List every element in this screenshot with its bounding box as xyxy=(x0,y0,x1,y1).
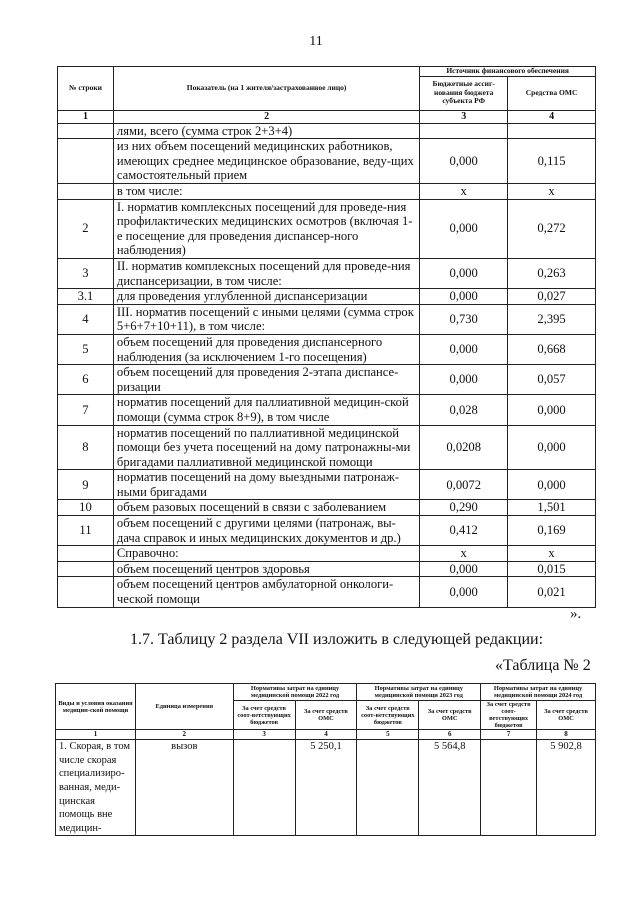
indicator-label: в том числе: xyxy=(113,184,419,200)
indicator-label: объем посещений центров амбулаторной онкологи-ческой помощи xyxy=(113,577,419,607)
column-number: 3 xyxy=(233,730,295,740)
page-number: 11 xyxy=(309,34,323,49)
paragraph-heading: 1.7. Таблицу 2 раздела VII изложить в следующей редакции: xyxy=(130,631,544,648)
header-budget-2023: За счет средств соот-ветствующих бюджетов xyxy=(357,701,419,730)
oms-value: 0,000 xyxy=(508,395,596,425)
column-number: 1 xyxy=(58,110,114,123)
table-row xyxy=(58,123,596,139)
header-year-2023: Нормативы затрат на единицу медицинской помощи 2023 год xyxy=(357,684,481,701)
header-unit: Единица измерения xyxy=(135,684,233,730)
column-number: 4 xyxy=(508,110,596,123)
table-row xyxy=(58,425,596,470)
oms-value: 0,272 xyxy=(508,199,596,258)
row-number: 6 xyxy=(58,365,114,395)
table-row xyxy=(58,546,596,562)
header-budget-2022: За счет средств соот-ветствующих бюджетов xyxy=(233,701,295,730)
oms-value xyxy=(508,123,596,139)
table-body xyxy=(58,123,596,607)
row-number xyxy=(58,561,114,577)
row-number: 3.1 xyxy=(58,289,114,305)
column-number: 5 xyxy=(357,730,419,740)
header-budget: Бюджетные ассиг-нования бюджета субъекта РФ xyxy=(420,76,508,110)
column-number: 3 xyxy=(420,110,508,123)
row-number xyxy=(58,123,114,139)
row-number: 9 xyxy=(58,470,114,500)
row-number: 11 xyxy=(58,516,114,546)
indicator-label: норматив посещений на дому выездными патронаж-ными бригадами xyxy=(113,470,419,500)
table-row xyxy=(58,470,596,500)
header-oms-2024: За счет средств ОМС xyxy=(537,701,596,730)
row-number: 8 xyxy=(58,425,114,470)
header-oms-2023: За счет средств ОМС xyxy=(419,701,481,730)
budget-value: х xyxy=(420,546,508,562)
indicator-label: I. норматив комплексных посещений для проведе-ния профилактических медицинских осмотров (включая 1-е посещение для проведения диспансер-ного наблюдения) xyxy=(113,199,419,258)
column-number: 2 xyxy=(135,730,233,740)
indicator-label: Справочно: xyxy=(113,546,419,562)
row-number xyxy=(58,546,114,562)
oms-value: 0,000 xyxy=(508,425,596,470)
table-row xyxy=(58,334,596,364)
row-number: 2 xyxy=(58,199,114,258)
indicator-label: объем разовых посещений в связи с заболеванием xyxy=(113,500,419,516)
header-oms-2022: За счет средств ОМС xyxy=(295,701,357,730)
oms-value: 0,027 xyxy=(508,289,596,305)
oms-value: 0,115 xyxy=(508,139,596,184)
budget-cost xyxy=(357,740,419,836)
oms-value: 0,015 xyxy=(508,561,596,577)
table-row xyxy=(58,139,596,184)
header-year-2022: Нормативы затрат на единицу медицинской помощи 2022 год xyxy=(233,684,357,701)
header-source: Источник финансового обеспечения xyxy=(420,67,596,77)
cost-norms-table xyxy=(55,683,596,836)
indicator-label: из них объем посещений медицинских работников, имеющих среднее медицинское образование, веду-щих самостоятельный прием xyxy=(113,139,419,184)
table-body xyxy=(56,740,596,836)
indicator-label: объем посещений для проведения 2-этапа диспансе-ризации xyxy=(113,365,419,395)
indicator-label: норматив посещений по паллиативной медицинской помощи без учета посещений на дому патронажны-ми бригадами паллиативной медицинской помощи xyxy=(113,425,419,470)
column-number: 7 xyxy=(481,730,537,740)
indicator-label: объем посещений центров здоровья xyxy=(113,561,419,577)
oms-value: 0,021 xyxy=(508,577,596,607)
budget-value: 0,412 xyxy=(420,516,508,546)
table-row xyxy=(58,365,596,395)
indicator-label: объем посещений для проведения диспансерного наблюдения (за исключением 1-го посещения) xyxy=(113,334,419,364)
oms-value: 0,057 xyxy=(508,365,596,395)
row-number: 3 xyxy=(58,258,114,288)
budget-value: 0,000 xyxy=(420,577,508,607)
oms-value: 0,263 xyxy=(508,258,596,288)
budget-value: 0,000 xyxy=(420,365,508,395)
budget-value: 0,000 xyxy=(420,334,508,364)
indicator-label: II. норматив комплексных посещений для проведе-ния диспансеризации, в том числе: xyxy=(113,258,419,288)
table-row xyxy=(58,258,596,288)
column-number: 4 xyxy=(295,730,357,740)
indicator-label: лями, всего (сумма строк 2+3+4) xyxy=(113,123,419,139)
oms-cost: 5 250,1 xyxy=(295,740,357,836)
table-row xyxy=(58,500,596,516)
budget-value: 0,000 xyxy=(420,139,508,184)
row-number xyxy=(58,577,114,607)
oms-value: х xyxy=(508,184,596,200)
row-number: 10 xyxy=(58,500,114,516)
quote-end: ». xyxy=(570,606,582,622)
table-row xyxy=(58,304,596,334)
unit-of-measure: вызов xyxy=(135,740,233,836)
oms-value: 1,501 xyxy=(508,500,596,516)
table-row xyxy=(58,184,596,200)
row-number xyxy=(58,139,114,184)
budget-cost xyxy=(233,740,295,836)
oms-cost: 5 902,8 xyxy=(537,740,596,836)
header-budget-2024: За счет средств соот-ветствующих бюджетов xyxy=(481,701,537,730)
row-number: 5 xyxy=(58,334,114,364)
row-number: 4 xyxy=(58,304,114,334)
table-row xyxy=(58,395,596,425)
budget-value: 0,0208 xyxy=(420,425,508,470)
column-number: 1 xyxy=(56,730,136,740)
column-numbers-row xyxy=(56,730,596,740)
row-number xyxy=(58,184,114,200)
budget-value: 0,000 xyxy=(420,258,508,288)
oms-value: 2,395 xyxy=(508,304,596,334)
indicator-label: норматив посещений для паллиативной медицин-ской помощи (сумма строк 8+9), в том числе xyxy=(113,395,419,425)
header-indicator: Показатель (на 1 жителя/застрахованное лицо) xyxy=(113,67,419,111)
table-row xyxy=(58,561,596,577)
care-kind: 1. Скорая, в том числе скорая специализиро-ванная, меди-цинская помощь вне медицин- xyxy=(56,740,136,836)
column-number: 8 xyxy=(537,730,596,740)
budget-cost xyxy=(481,740,537,836)
table-row xyxy=(56,740,596,836)
financing-table xyxy=(57,66,596,608)
header-oms: Средства ОМС xyxy=(508,76,596,110)
table-row xyxy=(58,516,596,546)
oms-value: 0,000 xyxy=(508,470,596,500)
indicator-label: объем посещений с другими целями (патронаж, вы-дача справок и иных медицинских документов и др.) xyxy=(113,516,419,546)
column-numbers-row xyxy=(58,110,596,123)
row-number: 7 xyxy=(58,395,114,425)
table-title: «Таблица № 2 xyxy=(495,657,591,674)
header-kind: Виды и условия оказания медицин-ской помощи xyxy=(56,684,136,730)
header-year-2024: Нормативы затрат на единицу медицинской помощи 2024 год xyxy=(481,684,596,701)
budget-value: 0,000 xyxy=(420,199,508,258)
column-number: 6 xyxy=(419,730,481,740)
budget-value xyxy=(420,123,508,139)
oms-value: х xyxy=(508,546,596,562)
oms-cost: 5 564,8 xyxy=(419,740,481,836)
indicator-label: III. норматив посещений с иными целями (сумма строк 5+6+7+10+11), в том числе: xyxy=(113,304,419,334)
table-row xyxy=(58,577,596,607)
budget-value: 0,028 xyxy=(420,395,508,425)
budget-value: 0,290 xyxy=(420,500,508,516)
oms-value: 0,668 xyxy=(508,334,596,364)
header-row-number: № строки xyxy=(58,67,114,111)
column-number: 2 xyxy=(113,110,419,123)
budget-value: 0,000 xyxy=(420,289,508,305)
budget-value: х xyxy=(420,184,508,200)
table-row xyxy=(58,199,596,258)
budget-value: 0,0072 xyxy=(420,470,508,500)
budget-value: 0,000 xyxy=(420,561,508,577)
budget-value: 0,730 xyxy=(420,304,508,334)
table-row xyxy=(58,289,596,305)
oms-value: 0,169 xyxy=(508,516,596,546)
indicator-label: для проведения углубленной диспансеризации xyxy=(113,289,419,305)
